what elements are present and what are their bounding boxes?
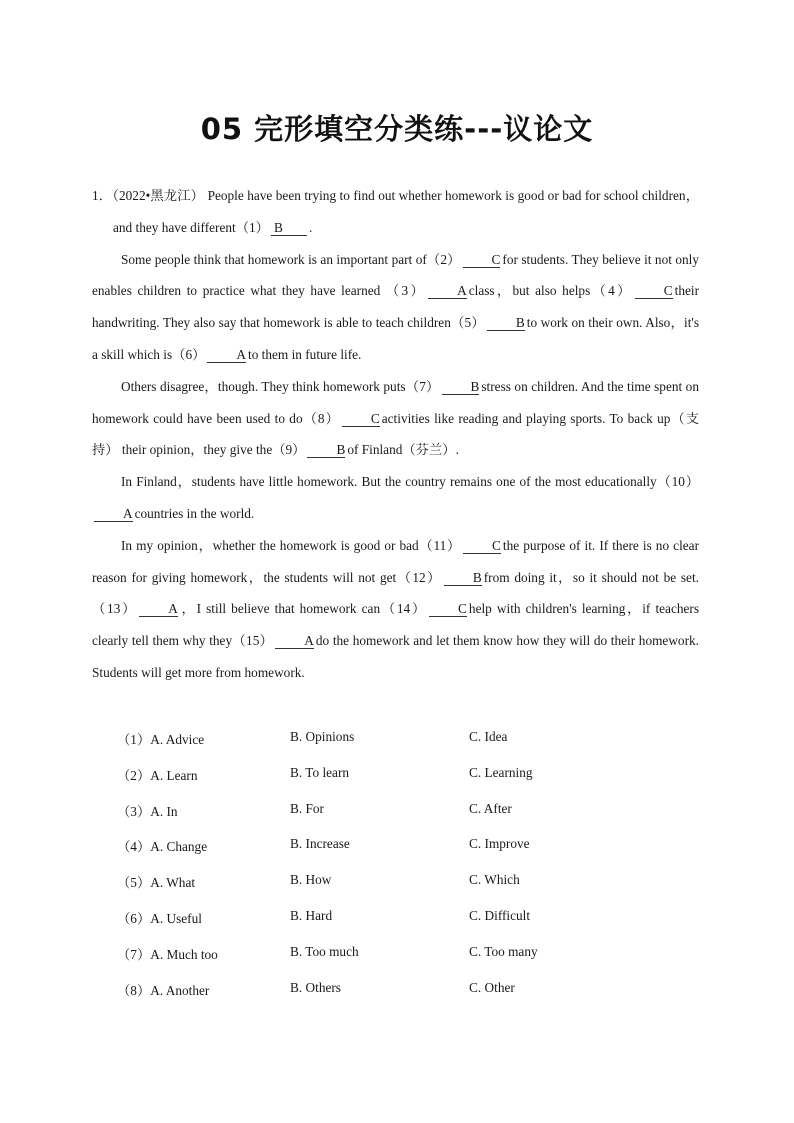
answer-blank: B [444,570,482,586]
option-a: （5）A. What [117,875,196,891]
answer-blank: B [271,220,307,236]
option-c: C. Learning [469,764,533,780]
option-row [117,902,677,938]
answer-blank: A [139,601,178,617]
answer-blank: C [342,411,380,427]
option-c: C. After [469,800,512,816]
option-b: B. To learn [290,764,350,780]
option-a: （7）A. Much too [117,946,218,962]
option-b: B. Increase [290,836,350,852]
text: Some people think that homework is an important part of（2） [121,251,461,267]
option-row [117,974,677,1010]
text: Others disagree，though. They think homework puts（7） [121,378,440,394]
answer-blank: C [463,252,501,268]
option-row [117,830,677,866]
text: stress on children. And the time spent on homework could have been used to do（8） [92,378,699,426]
text: do the homework and let them know how they will do their homework. Students will get more from homework. [92,633,699,680]
paragraph-3 [92,371,699,466]
option-a: （2）A. Learn [117,767,198,783]
question-number: 1． [92,188,113,203]
option-a: （3）A. In [117,803,178,819]
passage [92,180,699,689]
text: In my opinion，whether the homework is good or bad（11） [121,537,462,553]
text: their handwriting. They also say that homework is able to teach children（5） [92,283,699,331]
paragraph-5 [92,530,699,689]
text: to work on their own. Also，it's a skill which is（6） [92,315,699,362]
answer-blank: A [428,283,467,299]
text: ，I still believe that homework can（14） [179,601,428,617]
answer-blank: C [635,283,673,299]
option-b: B. Too much [290,943,359,959]
option-row [117,866,677,902]
option-row [117,938,677,974]
paragraph-2 [92,244,699,371]
option-row [117,723,677,759]
page-title: 05 完形填空分类练---议论文 [200,112,594,146]
text: countries in the world. [134,505,255,521]
text: the purpose of it. If there is no clear reason for giving homework，the students will not get（12） [92,537,699,585]
text: People have been trying to find out whether homework is good or bad for school children，and they have different（1） [113,188,699,235]
answer-blank: C [463,538,501,554]
text: activities like reading and playing sports. To back up（支持） their opinion，they give the（9） [92,410,699,458]
text: . [308,219,313,235]
option-b: B. For [290,800,324,816]
option-b: B. Others [290,979,341,995]
option-a: （8）A. Another [117,982,210,998]
paragraph-1 [92,180,699,244]
option-row [117,759,677,795]
option-row [117,795,677,831]
option-c: C. Too many [469,943,538,959]
answer-blank: A [207,347,246,363]
text: class，but also helps（4） [468,283,633,299]
text: from doing it，so it should not be set.（13） [92,569,699,617]
option-c: C. Other [469,979,515,995]
option-c: C. Which [469,872,520,888]
answer-blank: B [442,379,480,395]
option-b: B. Opinions [290,729,355,744]
text: to them in future life. [248,346,362,362]
text: In Finland，students have little homework. But the country remains one of the most educationally（10） [121,474,699,490]
answer-blank: B [487,315,525,331]
option-a: （4）A. Change [117,839,208,855]
option-b: B. Hard [290,907,333,923]
text: help with children's learning，if teachers clearly tell them why they（15） [92,601,700,649]
option-a: （6）A. Useful [117,910,202,926]
option-c: C. Improve [469,836,530,852]
text: for students. They believe it not only enables children to practice what they have learned （3） [92,251,700,299]
option-c: C. Idea [469,729,508,744]
answer-blank: C [429,601,467,617]
paragraph-4 [92,466,699,530]
option-c: C. Difficult [469,907,531,923]
options-list [117,723,677,1009]
option-a: （1）A. Advice [117,732,205,747]
answer-blank: A [94,506,133,522]
answer-blank: B [307,442,345,458]
option-b: B. How [290,872,332,888]
answer-blank: A [275,633,314,649]
text: of Finland（芬兰）. [347,442,459,458]
question-source: （2022•黑龙江） [112,188,205,203]
